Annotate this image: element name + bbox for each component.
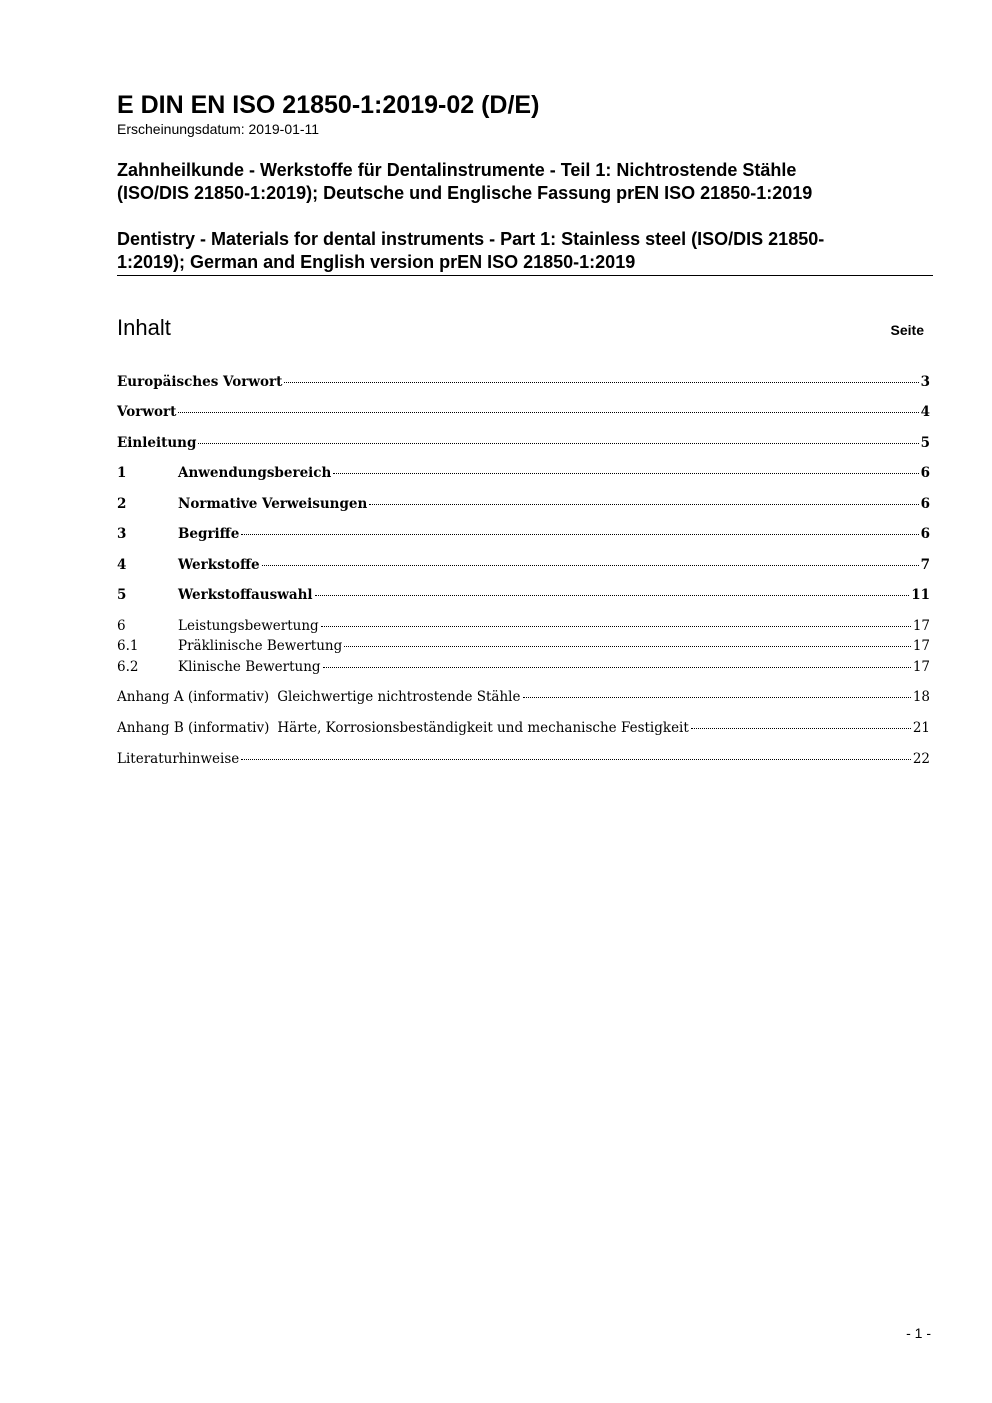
toc-heading: Inhalt	[117, 315, 171, 340]
toc-entry-page: 5	[920, 435, 930, 451]
toc-entry-number: 5	[117, 587, 127, 603]
title-divider	[117, 275, 933, 276]
toc-leader	[241, 759, 911, 760]
toc-leader	[321, 626, 911, 627]
toc-entry-title: Leistungsbewertung	[178, 618, 319, 634]
toc-entry-number: 6	[117, 618, 126, 634]
document-id: E DIN EN ISO 21850-1:2019-02 (D/E)	[117, 91, 540, 119]
toc-entry-title: Literaturhinweise	[117, 751, 240, 767]
toc-entry-werkstoffe[interactable]	[117, 556, 930, 574]
toc-leader	[333, 473, 918, 474]
toc-entry-page: 17	[912, 638, 930, 654]
toc-leader	[323, 667, 911, 668]
toc-entry-page: 22	[912, 751, 930, 767]
toc-entry-praeklinische-bewertung[interactable]	[117, 637, 930, 655]
toc-entry-werkstoffauswahl[interactable]	[117, 586, 930, 604]
toc-leader	[691, 728, 911, 729]
title-german-line: (ISO/DIS 21850-1:2019); Deutsche und Englische Fassung prEN ISO 21850-1:2019	[117, 183, 813, 203]
toc-leader	[369, 504, 918, 505]
toc-entry-number: Anhang A (informativ)	[117, 689, 270, 705]
toc-leader	[284, 382, 918, 383]
toc-entry-page: 17	[912, 618, 930, 634]
toc-entry-klinische-bewertung[interactable]	[117, 658, 930, 676]
title-english-line: 1:2019); German and English version prEN ISO 21850-1:2019	[117, 252, 636, 272]
toc-entry-begriffe[interactable]	[117, 525, 930, 543]
toc-entry-number: 6.2	[117, 659, 139, 675]
toc-entry-title: Werkstoffe	[178, 557, 260, 573]
title-english-line: Dentistry - Materials for dental instruments - Part 1: Stainless steel (ISO/DIS 21850-	[117, 229, 825, 249]
title-german	[117, 159, 812, 205]
toc-entry-page: 18	[912, 689, 930, 705]
toc-entry-title: Präklinische Bewertung	[178, 638, 343, 654]
toc-entry-title: Vorwort	[117, 404, 177, 420]
toc-leader	[523, 697, 911, 698]
toc-entry-title: Europäisches Vorwort	[117, 374, 283, 390]
toc-entry-title: Anwendungsbereich	[178, 465, 332, 481]
toc-entry-einleitung[interactable]	[117, 434, 930, 452]
toc-leader	[198, 443, 918, 444]
toc-entry-page: 11	[911, 587, 930, 603]
toc-entry-number: Anhang B (informativ)	[117, 720, 270, 736]
toc-entry-page: 7	[920, 557, 930, 573]
toc-leader	[262, 565, 919, 566]
toc-entry-literaturhinweise[interactable]	[117, 750, 930, 768]
toc-entry-page: 6	[920, 465, 930, 481]
toc-leader	[344, 646, 911, 647]
toc-entry-title: Härte, Korrosionsbeständigkeit und mechanische Festigkeit	[277, 720, 689, 736]
toc-entry-vorwort[interactable]	[117, 403, 930, 421]
toc-entry-number: 1	[117, 465, 127, 481]
toc-leader	[315, 595, 910, 596]
toc-entry-anhang-b[interactable]	[117, 719, 930, 737]
toc-entry-title: Einleitung	[117, 435, 197, 451]
toc-leader	[178, 412, 918, 413]
toc-entry-page: 6	[920, 496, 930, 512]
toc-entry-title: Klinische Bewertung	[178, 659, 321, 675]
publication-date: Erscheinungsdatum: 2019-01-11	[117, 121, 320, 137]
toc-entry-page: 17	[912, 659, 930, 675]
toc-entry-title: Begriffe	[178, 526, 240, 542]
toc-leader	[241, 534, 918, 535]
toc-entry-number: 6.1	[117, 638, 139, 654]
toc-entry-page: 6	[920, 526, 930, 542]
toc-entry-leistungsbewertung[interactable]	[117, 617, 930, 635]
toc-entry-europaeisches-vorwort[interactable]	[117, 373, 930, 391]
title-english	[117, 228, 824, 274]
toc-entry-page: 3	[920, 374, 930, 390]
toc-entry-normative-verweisungen[interactable]	[117, 495, 930, 513]
toc-entry-title: Normative Verweisungen	[178, 496, 368, 512]
toc-entry-anwendungsbereich[interactable]	[117, 464, 930, 482]
toc-entry-page: 21	[912, 720, 930, 736]
toc-entry-page: 4	[920, 404, 930, 420]
toc-entry-number: 3	[117, 526, 127, 542]
title-german-line: Zahnheilkunde - Werkstoffe für Dentalinstrumente - Teil 1: Nichtrostende Stähle	[117, 160, 797, 180]
toc-entry-anhang-a[interactable]	[117, 688, 930, 706]
toc-page-column-label: Seite	[890, 322, 924, 338]
toc-entry-title: Gleichwertige nichtrostende Stähle	[277, 689, 521, 705]
toc-entry-number: 4	[117, 557, 127, 573]
page-number: - 1 -	[906, 1325, 931, 1341]
toc-entry-title: Werkstoffauswahl	[178, 587, 313, 603]
toc-entry-number: 2	[117, 496, 127, 512]
